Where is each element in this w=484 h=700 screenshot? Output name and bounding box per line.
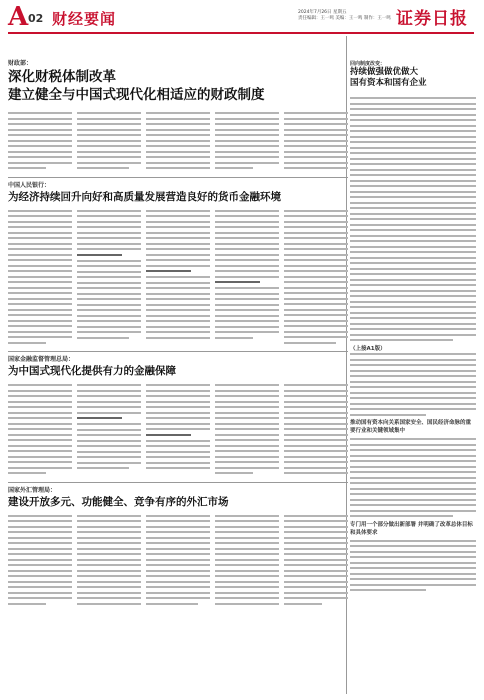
article-kicker: 财政部： [8, 60, 33, 67]
page-number: 02 [28, 12, 44, 25]
article-headline: 建设开放多元、功能健全、竞争有序的外汇市场 [8, 495, 229, 508]
sidebar-headline-line2: 国有资本和国有企业 [350, 78, 427, 88]
sidebar-body [350, 353, 476, 416]
article-finance-ministry [8, 60, 348, 173]
article-safe [8, 487, 348, 609]
main-content [8, 36, 348, 608]
article-kicker: 中国人民银行： [8, 181, 51, 189]
sidebar-column [350, 36, 476, 595]
article-nfra [8, 356, 348, 478]
article-body [8, 210, 348, 348]
section-name: 财经要闻 [52, 10, 117, 28]
header-rule [8, 32, 474, 34]
article-pboc [8, 182, 348, 348]
article-divider [8, 177, 348, 178]
article-body [8, 384, 348, 478]
sidebar-body [350, 540, 476, 592]
article-headline: 深化财税体制改革 [8, 69, 116, 85]
newspaper-logo: 证券日报 [396, 9, 468, 29]
sidebar-body [350, 438, 476, 517]
article-kicker: 国家外汇管理局： [8, 486, 57, 494]
sidebar-subhead: 推动国有资本向关系国家安全、国民经济命脉的重要行业和关键领域集中 [350, 420, 472, 434]
article-body [8, 515, 348, 609]
article-kicker: 国家金融监督管理总局： [8, 356, 75, 363]
article-headline-line2: 建立健全与中国式现代化相适应的财政制度 [8, 87, 265, 103]
sidebar-body [350, 97, 476, 341]
article-divider [8, 351, 348, 352]
sidebar-subhead: 专门用一个部分做出新部署 并明确了改革总体目标和具体要求 [350, 521, 473, 536]
article-divider [8, 482, 348, 483]
sidebar-kicker: 回向制度改变： [350, 61, 386, 67]
sidebar-headline: 持续做强做优做大 [350, 67, 419, 77]
article-headline: 为经济持续回升向好和高质量发展营造良好的货币金融环境 [8, 190, 281, 203]
article-headline: 为中国式现代化提供有力的金融保障 [8, 365, 176, 377]
page-letter: A [8, 2, 29, 32]
header-meta: 2024年7月26日 星期五 责任编辑：王一鸣 美编：王一鸣 制作：王一鸣 [298, 10, 391, 21]
sidebar-subhead: （上接A1版） [350, 346, 386, 352]
article-body [8, 112, 348, 173]
